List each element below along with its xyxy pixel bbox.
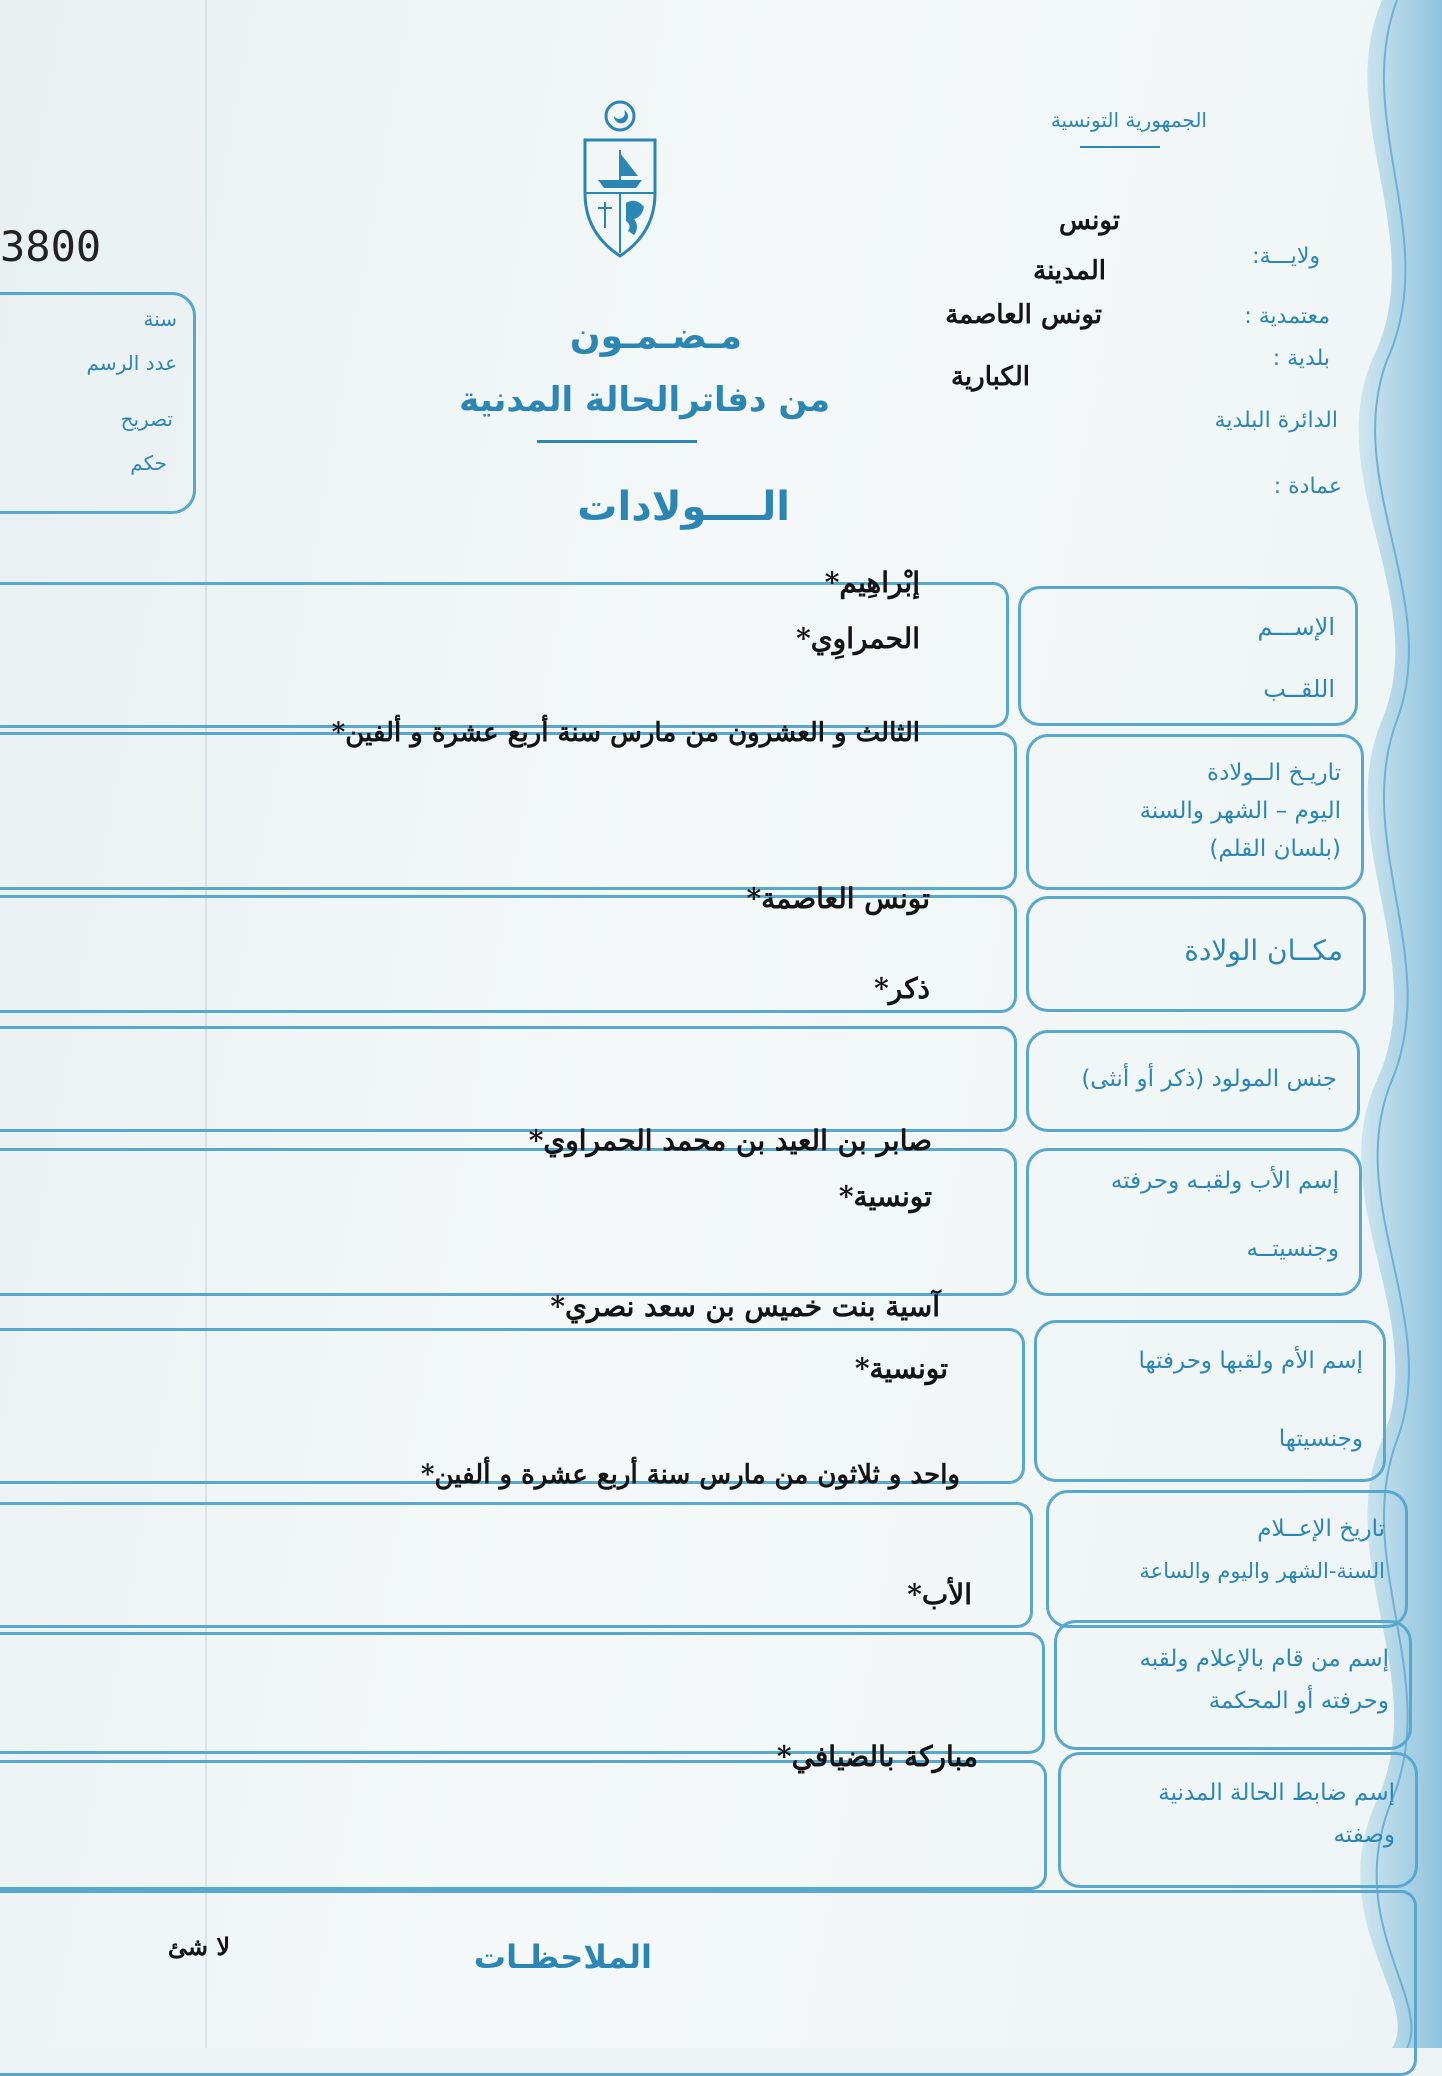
wilaya-label: ولايـــة:	[1252, 244, 1320, 269]
title-registers: من دفاترالحالة المدنية	[459, 380, 830, 420]
sex-label: جنس المولود (ذكر أو أنثى)	[1081, 1066, 1337, 1092]
serial-number: 3800	[0, 222, 102, 271]
tunisia-coat-of-arms-icon	[560, 98, 680, 263]
declarant-value-box	[0, 1632, 1045, 1754]
declarant-label-1: إسم من قام بالإعلام ولقبه	[1139, 1646, 1389, 1672]
officer-label-1: إسم ضابط الحالة المدنية	[1158, 1780, 1395, 1806]
mother-label-box	[1034, 1320, 1386, 1482]
stamp-box	[0, 292, 196, 514]
father-label-2: وجنسيتــه	[1246, 1236, 1339, 1262]
father-value-box	[0, 1148, 1017, 1296]
mootamadia-label: معتمدية :	[1244, 304, 1330, 329]
title-underline	[537, 440, 697, 443]
pob-label: مكــان الولادة	[1184, 934, 1343, 967]
declaration-value-box	[0, 1502, 1033, 1628]
father-nationality: تونسية*	[838, 1180, 932, 1213]
stamp-year: سنة	[143, 307, 177, 331]
title-content: مـضـمـون	[569, 316, 742, 357]
surname-label: اللقــب	[1263, 675, 1335, 703]
sex-value-box	[0, 1026, 1017, 1132]
officer-value-box	[0, 1760, 1047, 1890]
officer-value: مباركة بالضيافي*	[776, 1740, 978, 1773]
dob-label-2: اليوم – الشهر والسنة	[1139, 798, 1341, 824]
republic-underline	[1080, 146, 1160, 148]
declaration-label-box	[1046, 1490, 1408, 1628]
remarks-box	[0, 1890, 1417, 2076]
sex-value: ذكر*	[874, 972, 930, 1005]
father-value: صابر بن العيد بن محمد الحمراوي*	[528, 1124, 932, 1157]
dob-label-3: (بلسان القلم)	[1209, 836, 1341, 862]
baladia-value: تونس العاصمة	[945, 300, 1102, 330]
mother-value: آسية بنت خميس بن سعد نصري*	[550, 1290, 940, 1323]
title-births: الــــولادات	[577, 484, 790, 530]
name-label-box	[1018, 586, 1358, 726]
stamp-declaration: تصريح	[120, 407, 173, 431]
dob-label-1: تاريـخ الــولادة	[1207, 760, 1341, 786]
pob-label-box	[1026, 896, 1366, 1012]
officer-label-2: وصفته	[1333, 1822, 1395, 1848]
mother-label-2: وجنسيتها	[1278, 1426, 1363, 1452]
declarant-label-2: وحرفته أو المحكمة	[1208, 1688, 1389, 1714]
mother-nationality: تونسية*	[854, 1352, 948, 1385]
declaration-label-2: السنة-الشهر واليوم والساعة	[1139, 1559, 1385, 1583]
declaration-value: واحد و ثلاثون من مارس سنة أربع عشرة و ألفين*	[420, 1460, 960, 1490]
declarant-value: الأب*	[907, 1578, 972, 1611]
father-label-1: إسم الأب ولقبـه وحرفته	[1110, 1168, 1339, 1194]
name-value-box	[0, 582, 1009, 728]
dob-label-box	[1026, 734, 1364, 890]
stamp-number: عدد الرسم	[86, 351, 177, 375]
mother-label-1: إسم الأم ولقبها وحرفتها	[1138, 1348, 1363, 1374]
remarks-value: لا شئ	[167, 1932, 230, 1961]
daira-label: الدائرة البلدية	[1214, 408, 1338, 433]
dob-value: الثالث و العشرون من مارس سنة أربع عشرة و ألفين*	[331, 718, 920, 748]
declarant-label-box	[1054, 1620, 1412, 1750]
officer-label-box	[1058, 1752, 1418, 1888]
surname-value: الحمراوِي*	[796, 622, 920, 655]
pob-value: تونس العاصمة*	[746, 882, 930, 915]
republic-title: الجمهورية التونسية	[1050, 108, 1207, 132]
remarks-label: الملاحظـات	[473, 1938, 652, 1976]
declaration-label-1: تاريخ الإعــلام	[1257, 1516, 1385, 1542]
baladia-label: بلدية :	[1272, 346, 1330, 371]
sex-label-box	[1026, 1030, 1360, 1132]
name-value: إبْراهِيم*	[824, 566, 920, 599]
daira-value: الكبارية	[950, 362, 1030, 392]
mootamadia-value: المدينة	[1033, 256, 1106, 286]
dob-value-box	[0, 732, 1017, 890]
father-label-box	[1026, 1148, 1362, 1296]
stamp-judgment: حكم	[130, 451, 167, 475]
name-label: الإســـم	[1257, 613, 1335, 641]
wilaya-value: تونس	[1058, 206, 1120, 236]
omada-label: عمادة :	[1273, 474, 1342, 499]
